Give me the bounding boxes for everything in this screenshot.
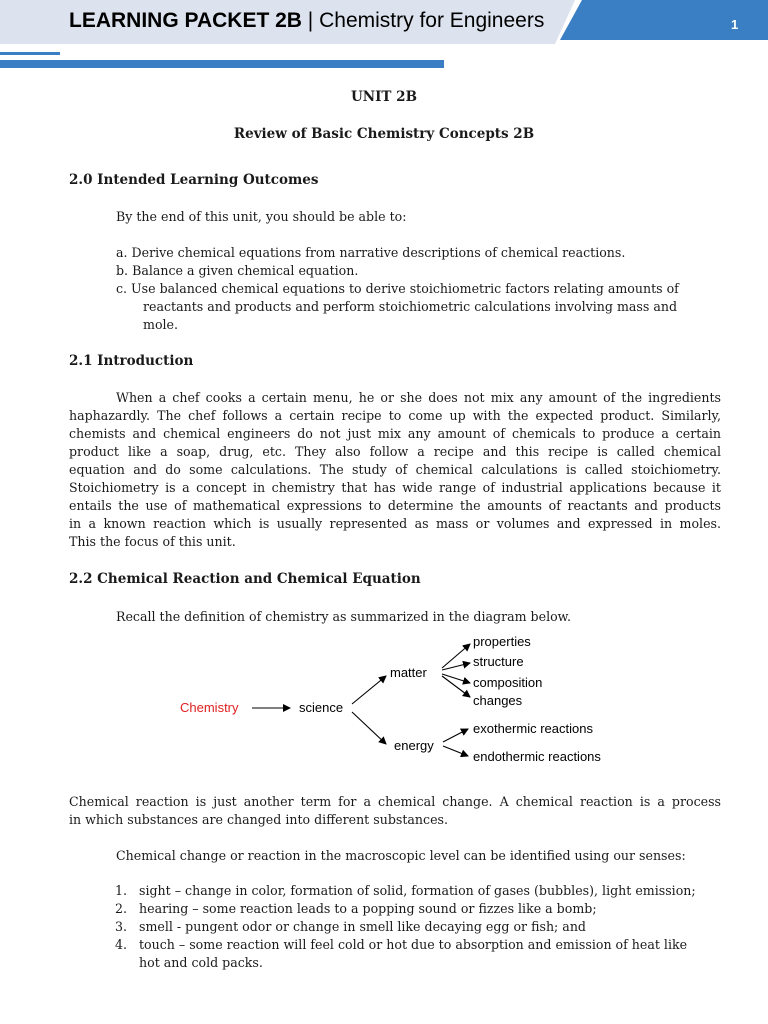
sense-number: 2. (115, 901, 128, 916)
intro-line-5: equation and do some calculations. The study of chemical calculations is called stoichiometry. (69, 462, 721, 477)
arrow-science-energy (352, 712, 386, 744)
unit-title: UNIT 2B (351, 89, 417, 105)
diagram-composition: composition (473, 675, 543, 690)
packet-title-course: | Chemistry for Engineers (301, 9, 545, 32)
page-number: 1 (731, 17, 739, 32)
arrow-matter-changes (442, 676, 470, 697)
diagram-matter: matter (390, 665, 427, 680)
diagram-endothermic: endothermic reactions (473, 749, 601, 764)
sense-sight: sight – change in color, formation of solid, formation of gases (bubbles), light emission; (139, 883, 696, 898)
outcomes-intro: By the end of this unit, you should be able to: (116, 209, 407, 224)
diagram-properties: properties (473, 634, 531, 649)
unit-subtitle: Review of Basic Chemistry Concepts 2B (233, 126, 535, 142)
reaction-para-line-1: Chemical reaction is just another term for a chemical change. A chemical reaction is a process (69, 794, 721, 809)
outcome-c-cont: reactants and products and perform stoichiometric calculations involving mass and (143, 299, 678, 314)
diagram-energy: energy (394, 738, 434, 753)
arrow-science-matter (352, 676, 386, 704)
diagram-science: science (299, 700, 344, 715)
diagram-exothermic: exothermic reactions (473, 721, 593, 736)
sense-hearing: hearing – some reaction leads to a popping sound or fizzes like a bomb; (139, 901, 597, 916)
sense-touch-cont: hot and cold packs. (139, 955, 263, 970)
sense-number: 3. (115, 919, 128, 934)
heading-2-1: 2.1 Introduction (69, 353, 194, 369)
outcome-a: a. Derive chemical equations from narrative descriptions of chemical reactions. (116, 245, 626, 260)
intro-line-7: entails the use of mathematical expressions to determine the amounts of reactants and products (69, 498, 721, 513)
diagram-changes: changes (473, 693, 523, 708)
intro-line-8: in a known reaction which is usually represented as mass or volumes and expressed in moles. (69, 516, 721, 531)
sense-number: 1. (115, 883, 128, 898)
heading-2-0: 2.0 Intended Learning Outcomes (69, 172, 319, 188)
intro-line-1: When a chef cooks a certain menu, he or she does not mix any amount of the ingredients (116, 390, 721, 405)
outcome-b: b. Balance a given chemical equation. (116, 263, 359, 278)
outcome-c: c. Use balanced chemical equations to derive stoichiometric factors relating amounts of (116, 281, 679, 296)
diagram-structure: structure (473, 654, 524, 669)
chemistry-diagram (160, 628, 630, 778)
intro-line-6: Stoichiometry is a concept in chemistry that has wide range of industrial applications because it (69, 480, 721, 495)
packet-title (69, 9, 544, 33)
diagram-chemistry: Chemistry (180, 700, 239, 715)
heading-2-2: 2.2 Chemical Reaction and Chemical Equation (69, 571, 421, 587)
intro-line-4: product like a soap, drug, etc. They also follow a recipe and this recipe is called chemical (69, 444, 721, 459)
arrow-energy-endothermic (443, 746, 468, 756)
intro-line-9: This the focus of this unit. (69, 534, 236, 549)
packet-title-bold: LEARNING PACKET 2B (69, 9, 302, 32)
sense-number: 4. (115, 937, 128, 952)
intro-line-3: chemists and chemical engineers do not just mix any amount of chemicals to produce a certain (69, 426, 721, 441)
outcome-c-cont-2: mole. (143, 317, 179, 332)
sense-smell: smell - pungent odor or change in smell like decaying egg or fish; and (139, 919, 586, 934)
intro-line-2: haphazardly. The chef follows a certain recipe to come up with the expected product. Similarly, (69, 408, 721, 423)
sense-touch: touch – some reaction will feel cold or hot due to absorption and emission of heat like (139, 937, 688, 952)
arrow-energy-exothermic (443, 729, 468, 742)
senses-intro: Chemical change or reaction in the macroscopic level can be identified using our senses: (116, 848, 686, 863)
recall-text: Recall the definition of chemistry as summarized in the diagram below. (116, 609, 571, 624)
page-header (0, 0, 768, 70)
reaction-para-line-2: in which substances are changed into different substances. (69, 812, 448, 827)
